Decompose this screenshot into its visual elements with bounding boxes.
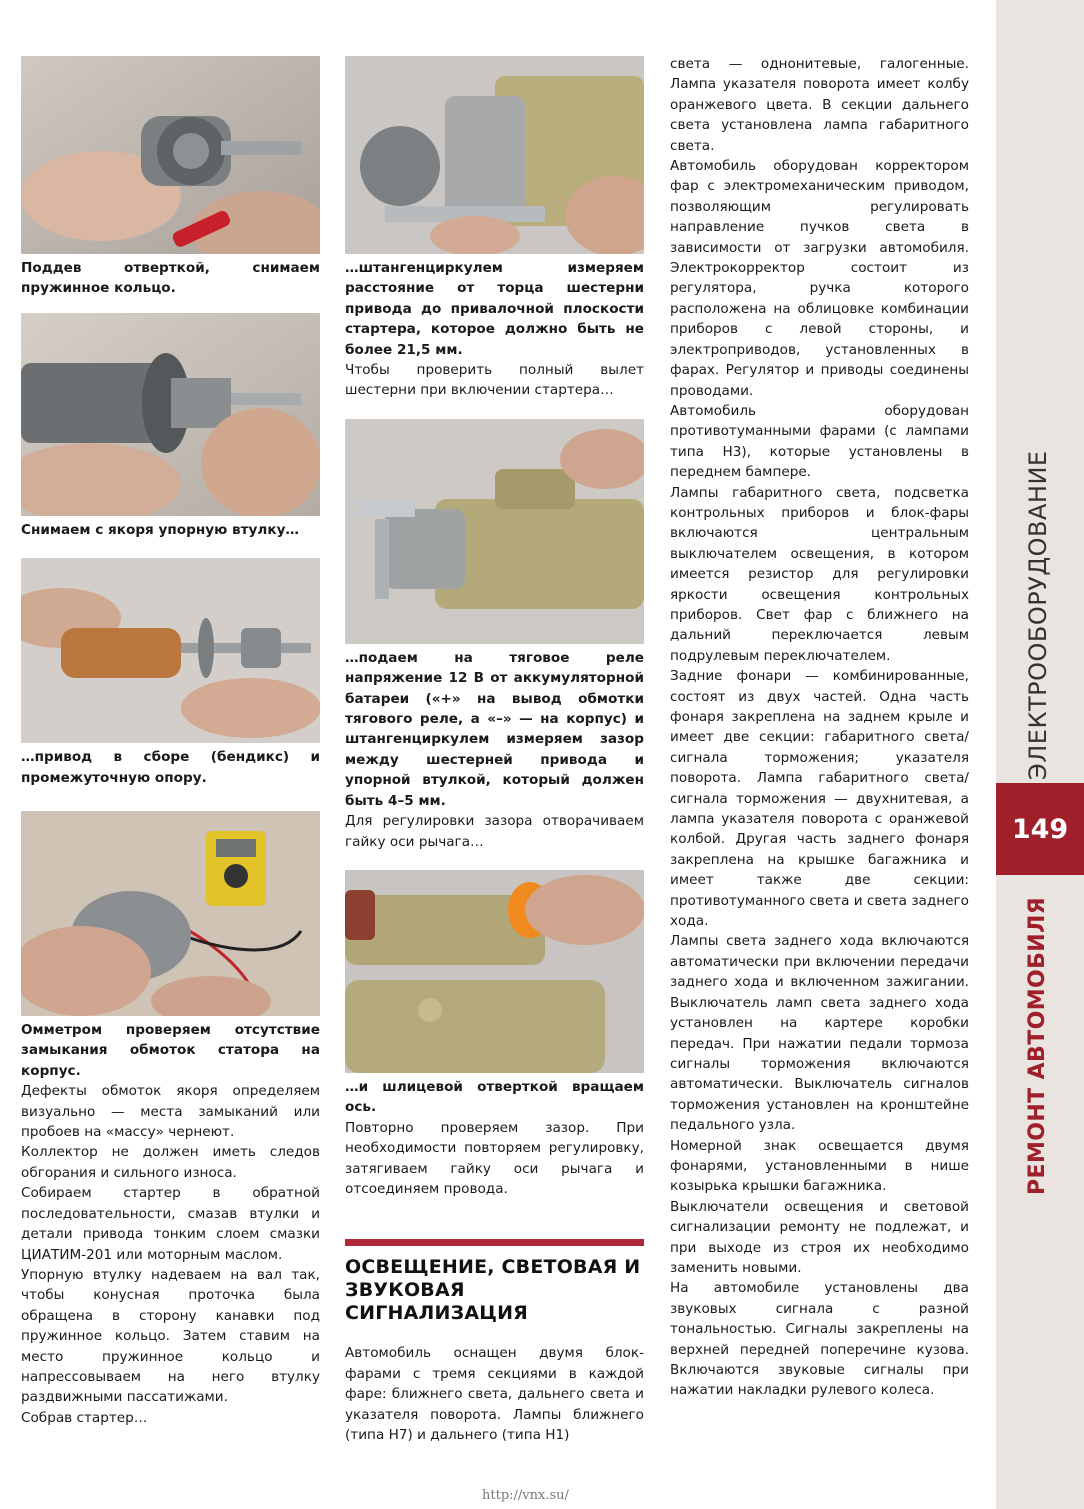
figure-caption: …штангенциркулем измеряем расстояние от торца шестерни привода до привалочной плоскости стартера, которое должно быть не более 21,5 мм. <box>345 260 644 358</box>
photo-traction-relay-voltage <box>345 419 644 644</box>
page-number: 149 <box>996 783 1084 875</box>
figure-caption: …привод в сборе (бендикс) и промежуточную опору. <box>21 749 320 786</box>
body-paragraph: Чтобы проверить полный вылет шестерни при включении стартера… <box>345 362 644 399</box>
body-paragraph: Номерной знак освещается двумя фонарями, установленными в нише козырька крышки багажника. <box>670 1137 969 1195</box>
photo-removing-spring-ring <box>21 56 320 254</box>
section-divider <box>345 1239 644 1246</box>
body-paragraph: Автомобиль оснащен двумя блок-фарами с тремя секциями в каждой фаре: ближнего света, дальнего света и указателя поворота. Лампы ближнего (типа H7) и дальнего (типа H1) <box>345 1345 644 1443</box>
figure-caption: Омметром проверяем отсутствие замыкания обмоток статора на корпус. <box>21 1022 320 1079</box>
body-paragraph: Собираем стартер в обратной последовательности, смазав втулки и детали привода тонким слоем смазки ЦИАТИМ-201 или моторным маслом. <box>21 1185 320 1263</box>
figure-caption: Снимаем с якоря упорную втулку… <box>21 521 300 538</box>
figure-caption: Поддев отверткой, снимаем пружинное кольцо. <box>21 260 320 297</box>
figure-caption: …подаем на тяговое реле напряжение 12 В от аккумуляторной батареи («+» на вывод обмотки тягового реле, а «–» — на корпус) и штангенциркулем измеряем зазор между шестерней привода и упорной втулкой, который должен быть 4–5 мм. <box>345 649 644 809</box>
body-paragraph: Автомобиль оборудован противотуманными фарами (с лампами типа H3), которые установлены в переднем бампере. <box>670 402 969 481</box>
photo-removing-thrust-bushing <box>21 313 320 516</box>
chapter-title: ЭЛЕКТРООБОРУДОВАНИЕ <box>1024 450 1052 780</box>
body-paragraph: Собрав стартер… <box>21 1409 148 1426</box>
body-paragraph: На автомобиле установлены два звуковых сигнала с разной тональностью. Сигналы закреплены на верхней передней поперечине кузова. Включаются звуковые сигналы при нажатии накладки рулевого колеса. <box>670 1280 969 1399</box>
body-paragraph: Коллектор не должен иметь следов обгорания и сильного износа. <box>21 1144 320 1181</box>
body-paragraph: Лампы света заднего хода включаются автоматически при включении передачи заднего хода и включенном зажигании. Выключатель ламп света заднего хода установлен на картере коробки передач. При нажатии педали тормоза сигналы торможения включаются автоматически. Выключатель сигналов торможения установлен на кронштейне педального узла. <box>670 933 969 1134</box>
photo-caliper-measure <box>345 56 644 254</box>
column-left <box>21 56 320 1428</box>
body-paragraph: Автомобиль оборудован корректором фар с электромеханическим приводом, позволяющим регулировать направление пучков света в зависимости от загрузки автомобиля. Электрокорректор состоит из регулятора, ручка которого расположена на облицовке комбинации приборов с левой стороны, и электроприводов, установленных в фарах. Регулятор и приводы соединены проводами. <box>670 158 969 399</box>
body-paragraph: Лампы габаритного света, подсветка контрольных приборов и блок-фары включаются центральным выключателем освещения, в котором имеется резистор для регулировки яркости освещения контрольных приборов. Свет фар с ближнего на дальний переключается левым подрулевым переключателем. <box>670 484 969 664</box>
body-paragraph: Для регулировки зазора отворачиваем гайку оси рычага… <box>345 813 644 850</box>
photo-screwdriver-axis <box>345 870 644 1073</box>
column-right <box>670 54 969 1401</box>
book-title: РЕМОНТ АВТОМОБИЛЯ <box>1025 896 1050 1195</box>
body-paragraph: Выключатели освещения и световой сигнализации ремонту не подлежат, и при выходе из строя их необходимо заменить новыми. <box>670 1198 969 1276</box>
body-paragraph: Задние фонари — комбинированные, состоят из двух частей. Одна часть фонаря закреплена на заднем крыле и имеет две секции: габаритного света/сигнала торможения; указателя поворота. Лампа габаритного света/сигнала торможения — двухнитевая, а лампа указателя поворота с оранжевой колбой. Другая часть заднего фонаря закреплена на крышке багажника и имеет также две секции: противотуманного света и света заднего хода. <box>670 668 969 930</box>
section-title: ОСВЕЩЕНИЕ, СВЕТОВАЯ И ЗВУКОВАЯ СИГНАЛИЗАЦИЯ <box>345 1256 641 1325</box>
footer-url: http://vnx.su/ <box>482 1488 569 1503</box>
body-paragraph: Упорную втулку надеваем на вал так, чтобы конусная проточка была обращена в сторону канавки под пружинное кольцо. Затем ставим на место пружинное кольцо и напрессовываем на него втулку раздвижными пассатижами. <box>21 1266 320 1406</box>
body-paragraph: Повторно проверяем зазор. При необходимости повторяем регулировку, затягиваем гайку оси рычага и отсоединяем провода. <box>345 1119 644 1197</box>
photo-ohmmeter-check <box>21 811 320 1016</box>
figure-caption: …и шлицевой отверткой вращаем ось. <box>345 1078 644 1116</box>
body-paragraph: света — однонитевые, галогенные. Лампа указателя поворота имеет колбу оранжевого цвета. В секции дальнего света установлена лампа габаритного света. <box>670 56 969 154</box>
body-paragraph: Дефекты обмоток якоря определяем визуально — места замыканий или пробоев на «массу» чернеют. <box>21 1083 320 1141</box>
column-middle <box>345 56 644 1445</box>
photo-bendix-assembly <box>21 558 320 743</box>
